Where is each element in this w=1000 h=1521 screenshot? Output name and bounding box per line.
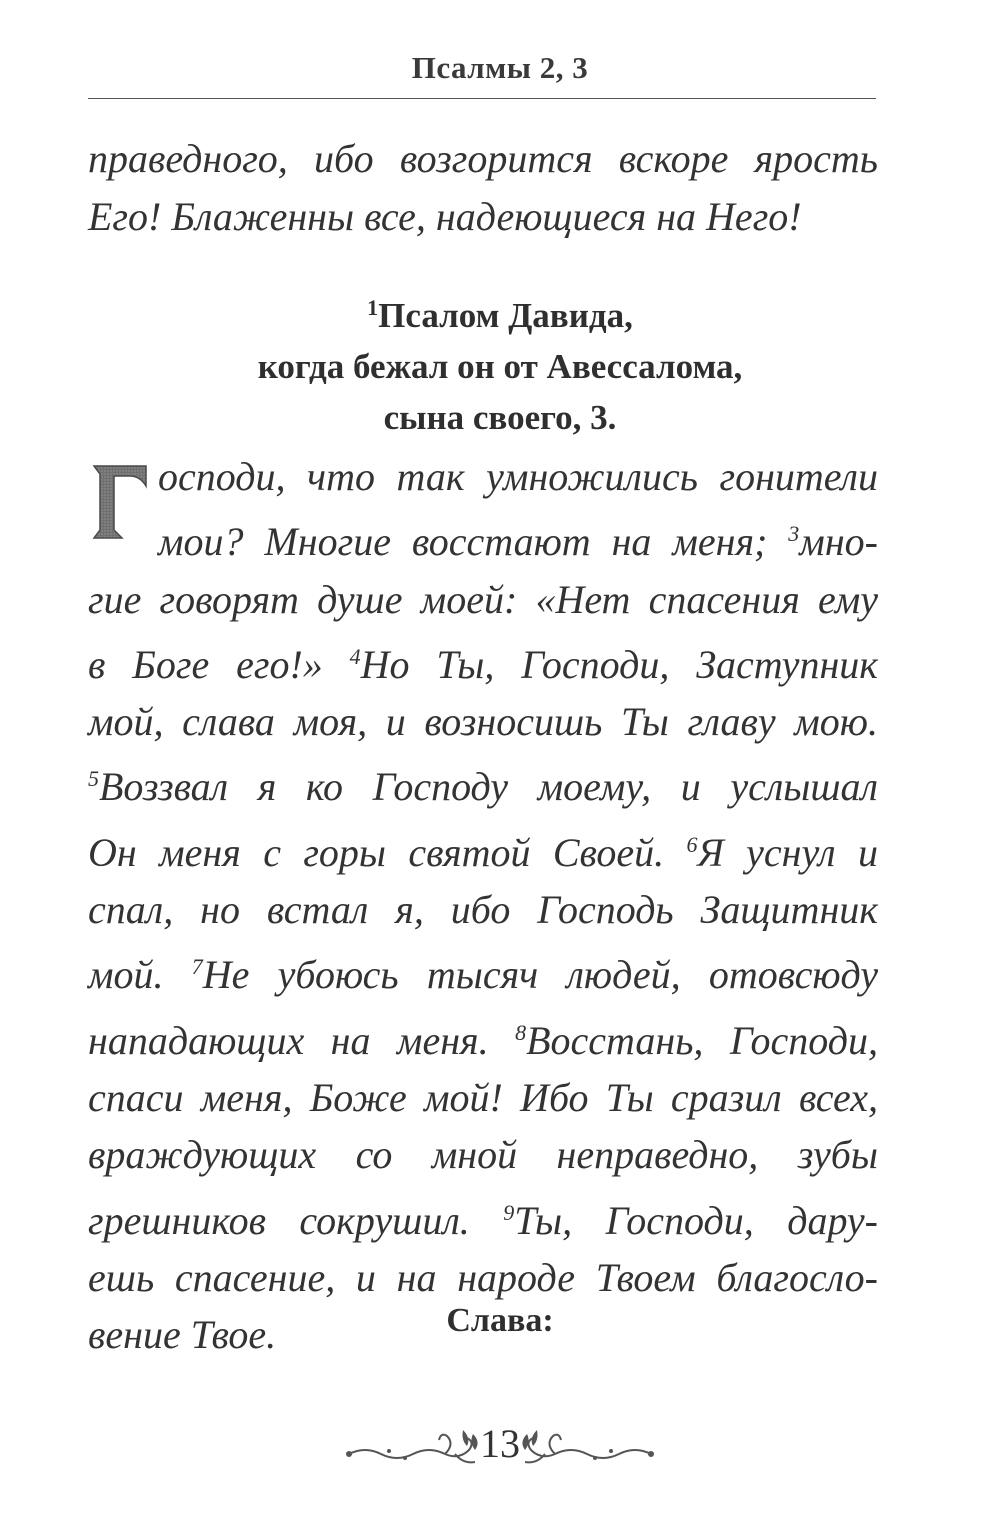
verse-number: 3 (788, 521, 800, 547)
text-segment: мои? Многие восстают на меня; (158, 519, 789, 565)
text-line: вение Твое. (88, 1312, 277, 1358)
verse-number: 9 (503, 1199, 515, 1225)
text-line: спал, но встал я, ибо Господь Защитник (88, 887, 878, 933)
text-line (88, 505, 878, 570)
text-line (88, 816, 878, 881)
page-number: 13 (480, 1421, 520, 1466)
text-segment: нападающих на меня. (88, 1017, 516, 1063)
text-line (88, 1004, 878, 1069)
text-line: враждующих со мной неправедно, зубы (88, 1132, 878, 1178)
text-segment: Не убоюсь тысяч людей, отовсюду (202, 952, 878, 998)
text-segment: мно- (799, 519, 878, 565)
psalm-body (88, 448, 878, 1363)
text-line: ешь спасение, и на народе Твоем благосло- (88, 1254, 878, 1300)
page-footer (0, 1408, 1000, 1488)
text-segment: Восстань, Господи, (526, 1017, 878, 1063)
psalm-title-text: Псалом Давида, (378, 296, 633, 335)
header-rule (88, 98, 876, 99)
text-segment: в Боге его!» (88, 641, 350, 687)
psalm-title (0, 282, 1000, 443)
text-segment: Я уснул и (697, 829, 878, 875)
text-line: Его! Блаженны все, надеющиеся на Него! (88, 194, 802, 239)
right-flourish-ornament (515, 1424, 655, 1474)
text-line (88, 938, 878, 1003)
verse-number: 5 (88, 766, 99, 792)
verse-number: 7 (191, 954, 203, 980)
text-line: гие говорят душе моей: «Нет спасения ему (88, 576, 878, 622)
psalm-title-line-2: когда бежал он от Авессалома, (257, 347, 743, 386)
text-line (88, 750, 878, 815)
verse-number: 4 (349, 643, 361, 669)
text-line: праведного, ибо возгорится вскоре ярость (88, 136, 878, 181)
text-segment: мой. (88, 952, 192, 998)
continued-text (88, 130, 878, 246)
text-line: спаси меня, Боже мой! Ибо Ты сразил всех, (88, 1074, 878, 1120)
text-segment: Но Ты, Господи, Заступник (360, 641, 878, 687)
text-line (88, 628, 878, 693)
verse-number: 1 (367, 295, 379, 320)
text-line: осподи, что так умножились гонители (158, 454, 878, 499)
running-head: Псалмы 2, 3 (411, 50, 589, 85)
verse-number: 8 (515, 1019, 527, 1045)
text-segment: Он меня с горы святой Своей. (88, 829, 687, 875)
text-segment: Воззвал я ко Господу моему, и услышал (99, 764, 878, 810)
text-line (88, 1184, 878, 1249)
text-segment: Ты, Господи, дару- (514, 1197, 878, 1243)
psalm-title-line-3: сына своего, 3. (383, 398, 617, 437)
verse-number: 6 (686, 831, 698, 857)
gloria-label: Слава: (446, 1302, 554, 1339)
text-line: мой, слава моя, и возносишь Ты главу мою. (88, 699, 878, 745)
psalm-title-line-1 (0, 282, 1000, 341)
text-segment: грешников сокрушил. (88, 1197, 504, 1243)
